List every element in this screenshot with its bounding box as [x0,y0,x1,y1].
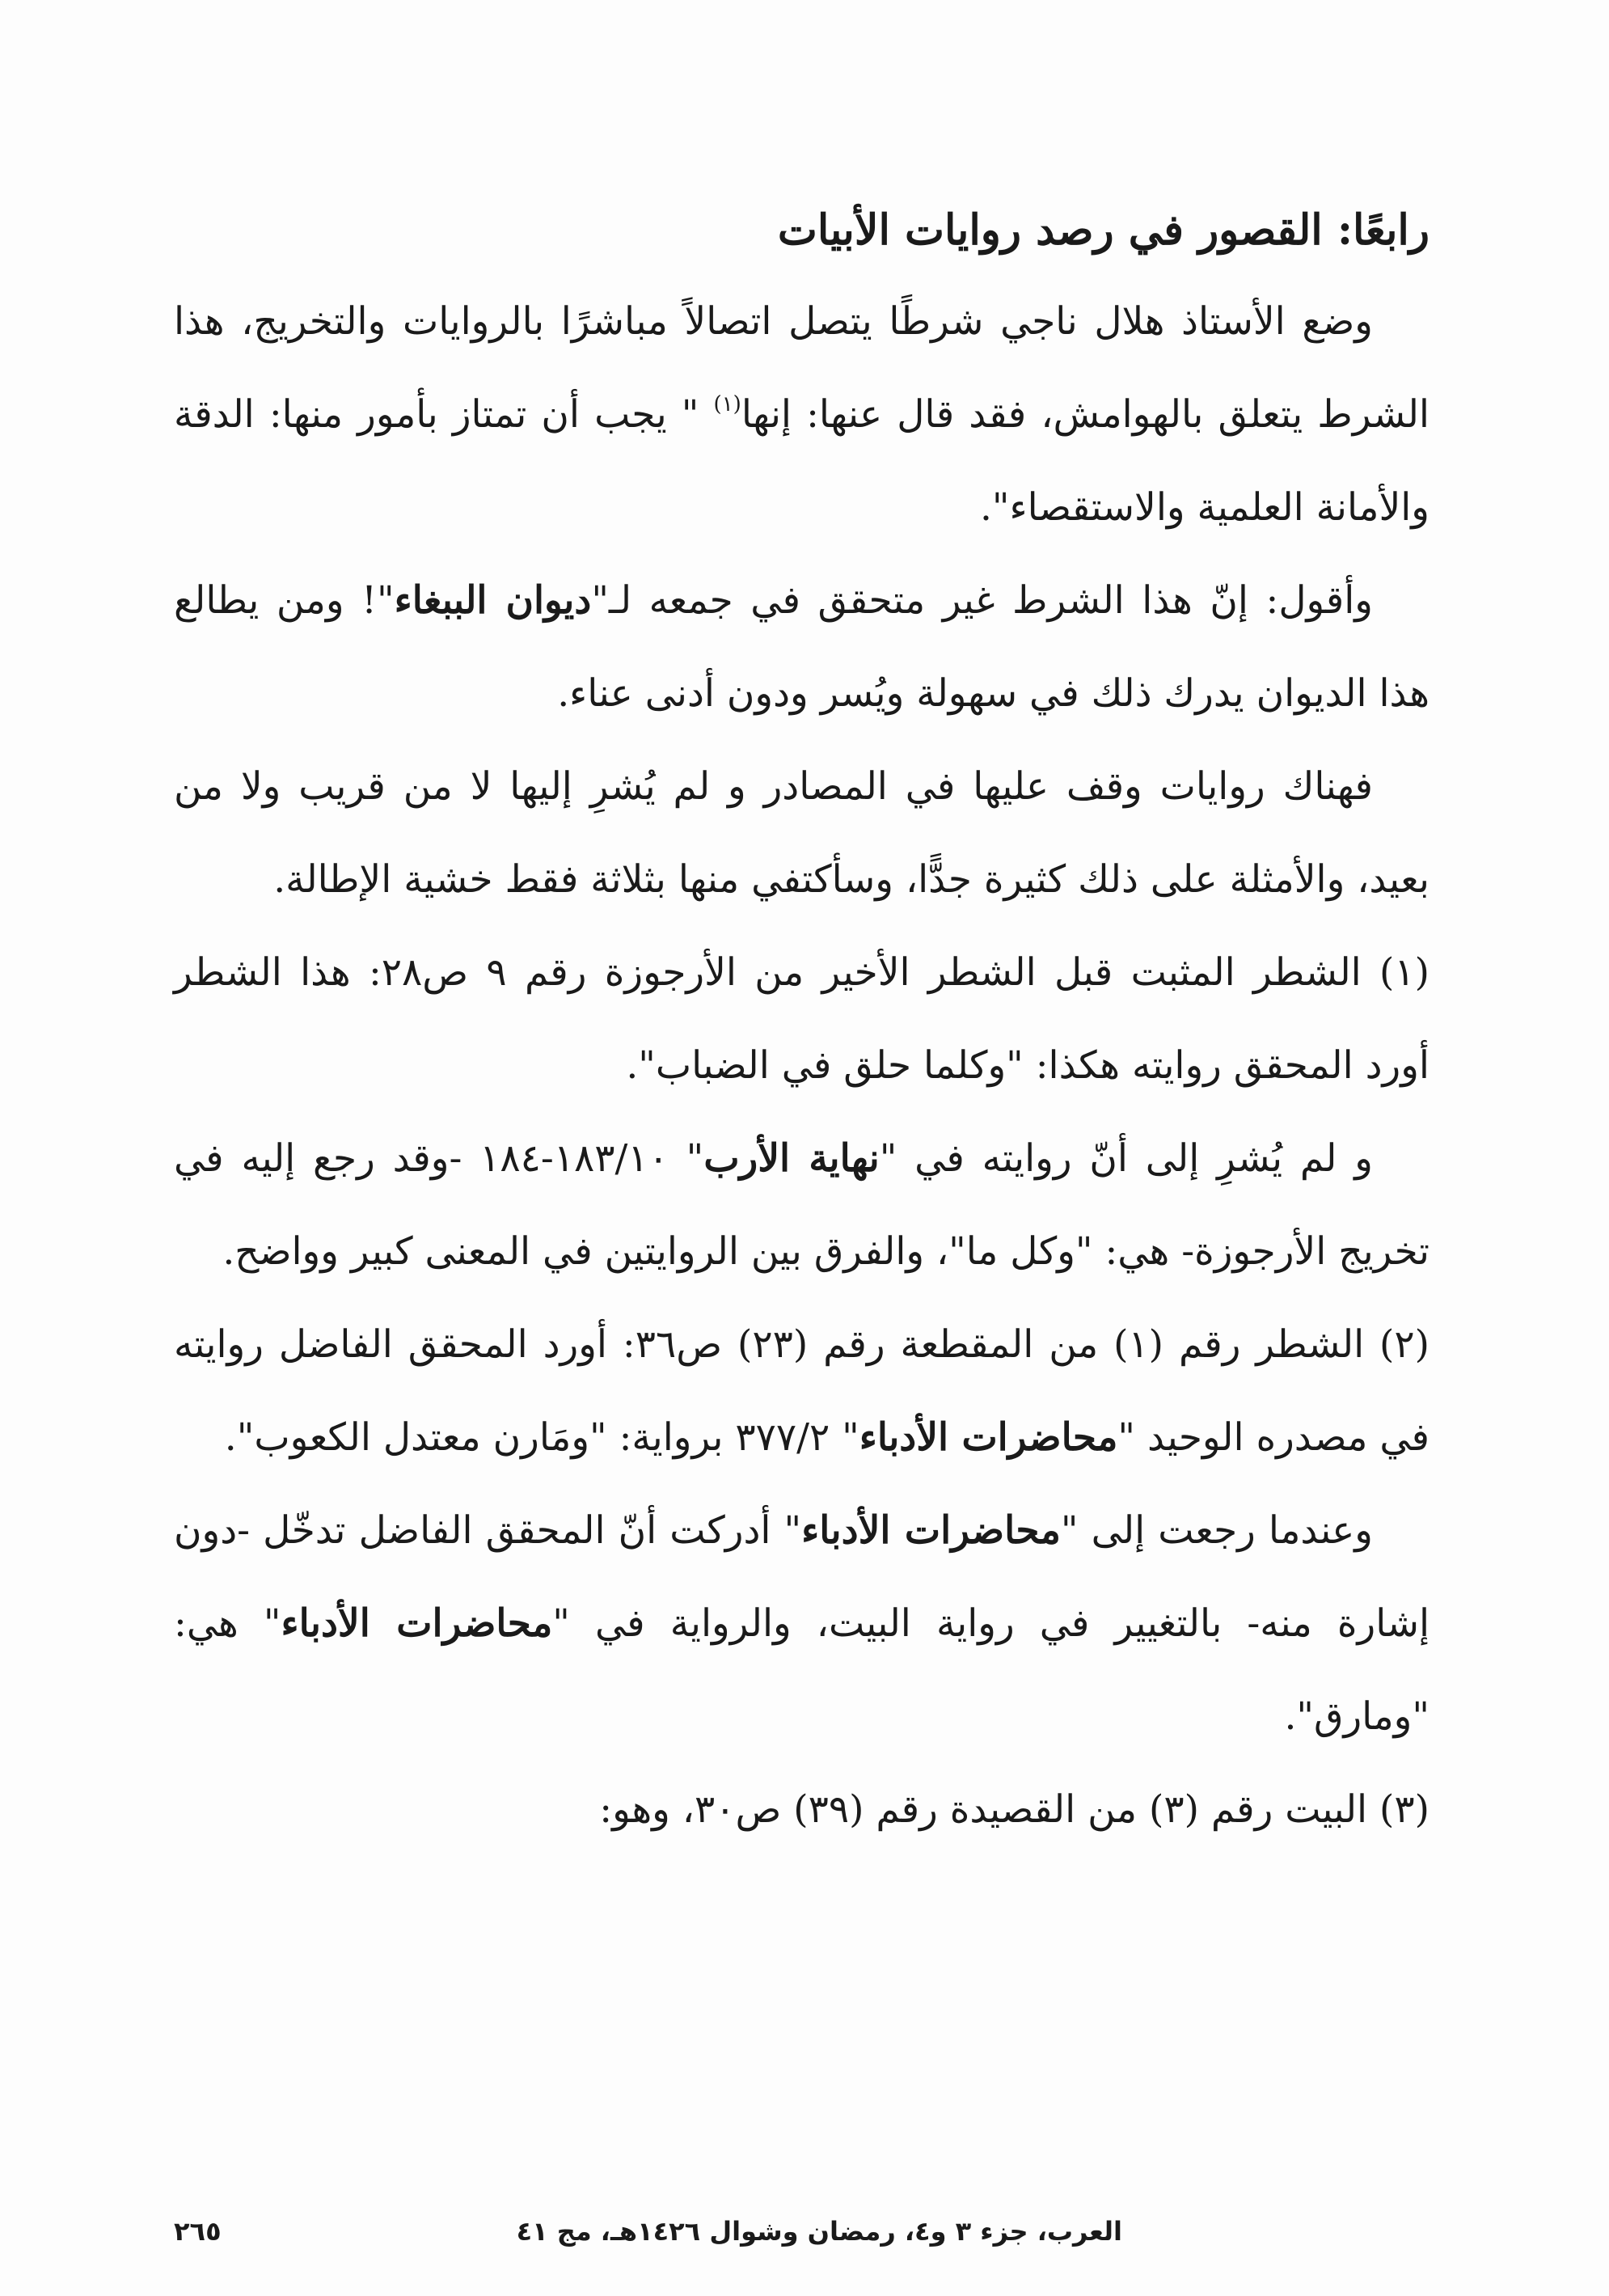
paragraph-2-text-b: "! ومن يطالع هذا الديوان يدرك ذلك في سهولة ويُسر ودون أدنى عناء. [174,578,1430,716]
paragraph-1-text: وضع الأستاذ هلال ناجي شرطًا يتصل اتصالاً مباشرًا بالروايات والتخريج، هذا الشرط يتعلق بالهوامش، فقد قال عنها: إنها [174,299,1430,437]
book-title-diwan: ديوان الببغاء [394,578,592,623]
book-title-nihaya: نهاية الأرب [703,1136,880,1181]
journal-citation: العرب، جزء ٣ و٤، رمضان وشوال ١٤٢٦هـ، مج ٤١ [516,2216,1122,2247]
footnote-marker: (١) [713,392,741,416]
paragraph-7-text-b: " أدركت أنّ المحقق الفاضل تدخّل -دون إشارة منه- بالتغيير في رواية البيت، والرواية في " [174,1508,1430,1646]
example-2 [174,1298,1430,1484]
paragraph-7-text-a: وعندما رجعت إلى " [1060,1508,1373,1553]
book-title-muhadarat: محاضرات الأدباء [859,1415,1118,1460]
paragraph-7 [174,1484,1430,1763]
article-body [174,186,1430,1856]
book-title-muhadarat-2: محاضرات الأدباء [281,1601,553,1646]
section-heading: رابعًا: القصور في رصد روايات الأبيات [777,205,1430,255]
paragraph-2-text-a: وأقول: إنّ هذا الشرط غير متحقق في جمعه لـ" [591,578,1374,623]
example-1: (١) الشطر المثبت قبل الشطر الأخير من الأرجوزة رقم ٩ ص٢٨: هذا الشطر أورد المحقق روايته هكذا: "وكلما حلق في الضباب". [174,950,1430,1088]
example-2-text-b: " ٣٧٧/٢ برواية: "ومَارن معتدل الكعوب". [224,1415,859,1460]
page-footer [174,2216,1430,2264]
book-title-muhadarat-1: محاضرات الأدباء [801,1508,1061,1553]
paragraph-1 [174,275,1430,554]
paragraph-5-text-a: و لم يُشرِ إلى أنّ روايته في " [879,1136,1374,1181]
paragraph-5 [174,1112,1430,1298]
example-3: (٣) البيت رقم (٣) من القصيدة رقم (٣٩) ص٣٠، وهو: [599,1787,1430,1832]
paragraph-7-text-c: " هي: "ومارق". [174,1601,1430,1739]
example-2-text-a: (٢) الشطر رقم (١) من المقطعة رقم (٢٣) ص٣٦: أورد المحقق الفاضل روايته في مصدره الوحيد " [174,1322,1430,1460]
paragraph-1-quote: " يجب أن تمتاز بأمور منها: الدقة والأمانة العلمية والاستقصاء". [174,392,1430,530]
paragraph-2 [174,554,1430,740]
paragraph-5-text-b: " ١٨٣/١٠-١٨٤ -وقد رجع إليه في تخريج الأرجوزة- هي: "وكل ما"، والفرق بين الروايتين في المعنى كبير وواضح. [174,1136,1430,1274]
paragraph-3: فهناك روايات وقف عليها في المصادر و لم يُشرِ إليها لا من قريب ولا من بعيد، والأمثلة على ذلك كثيرة جدًّا، وسأكتفي منها بثلاثة فقط خشية الإطالة. [174,764,1430,902]
page-number: ٢٦٥ [174,2216,222,2247]
